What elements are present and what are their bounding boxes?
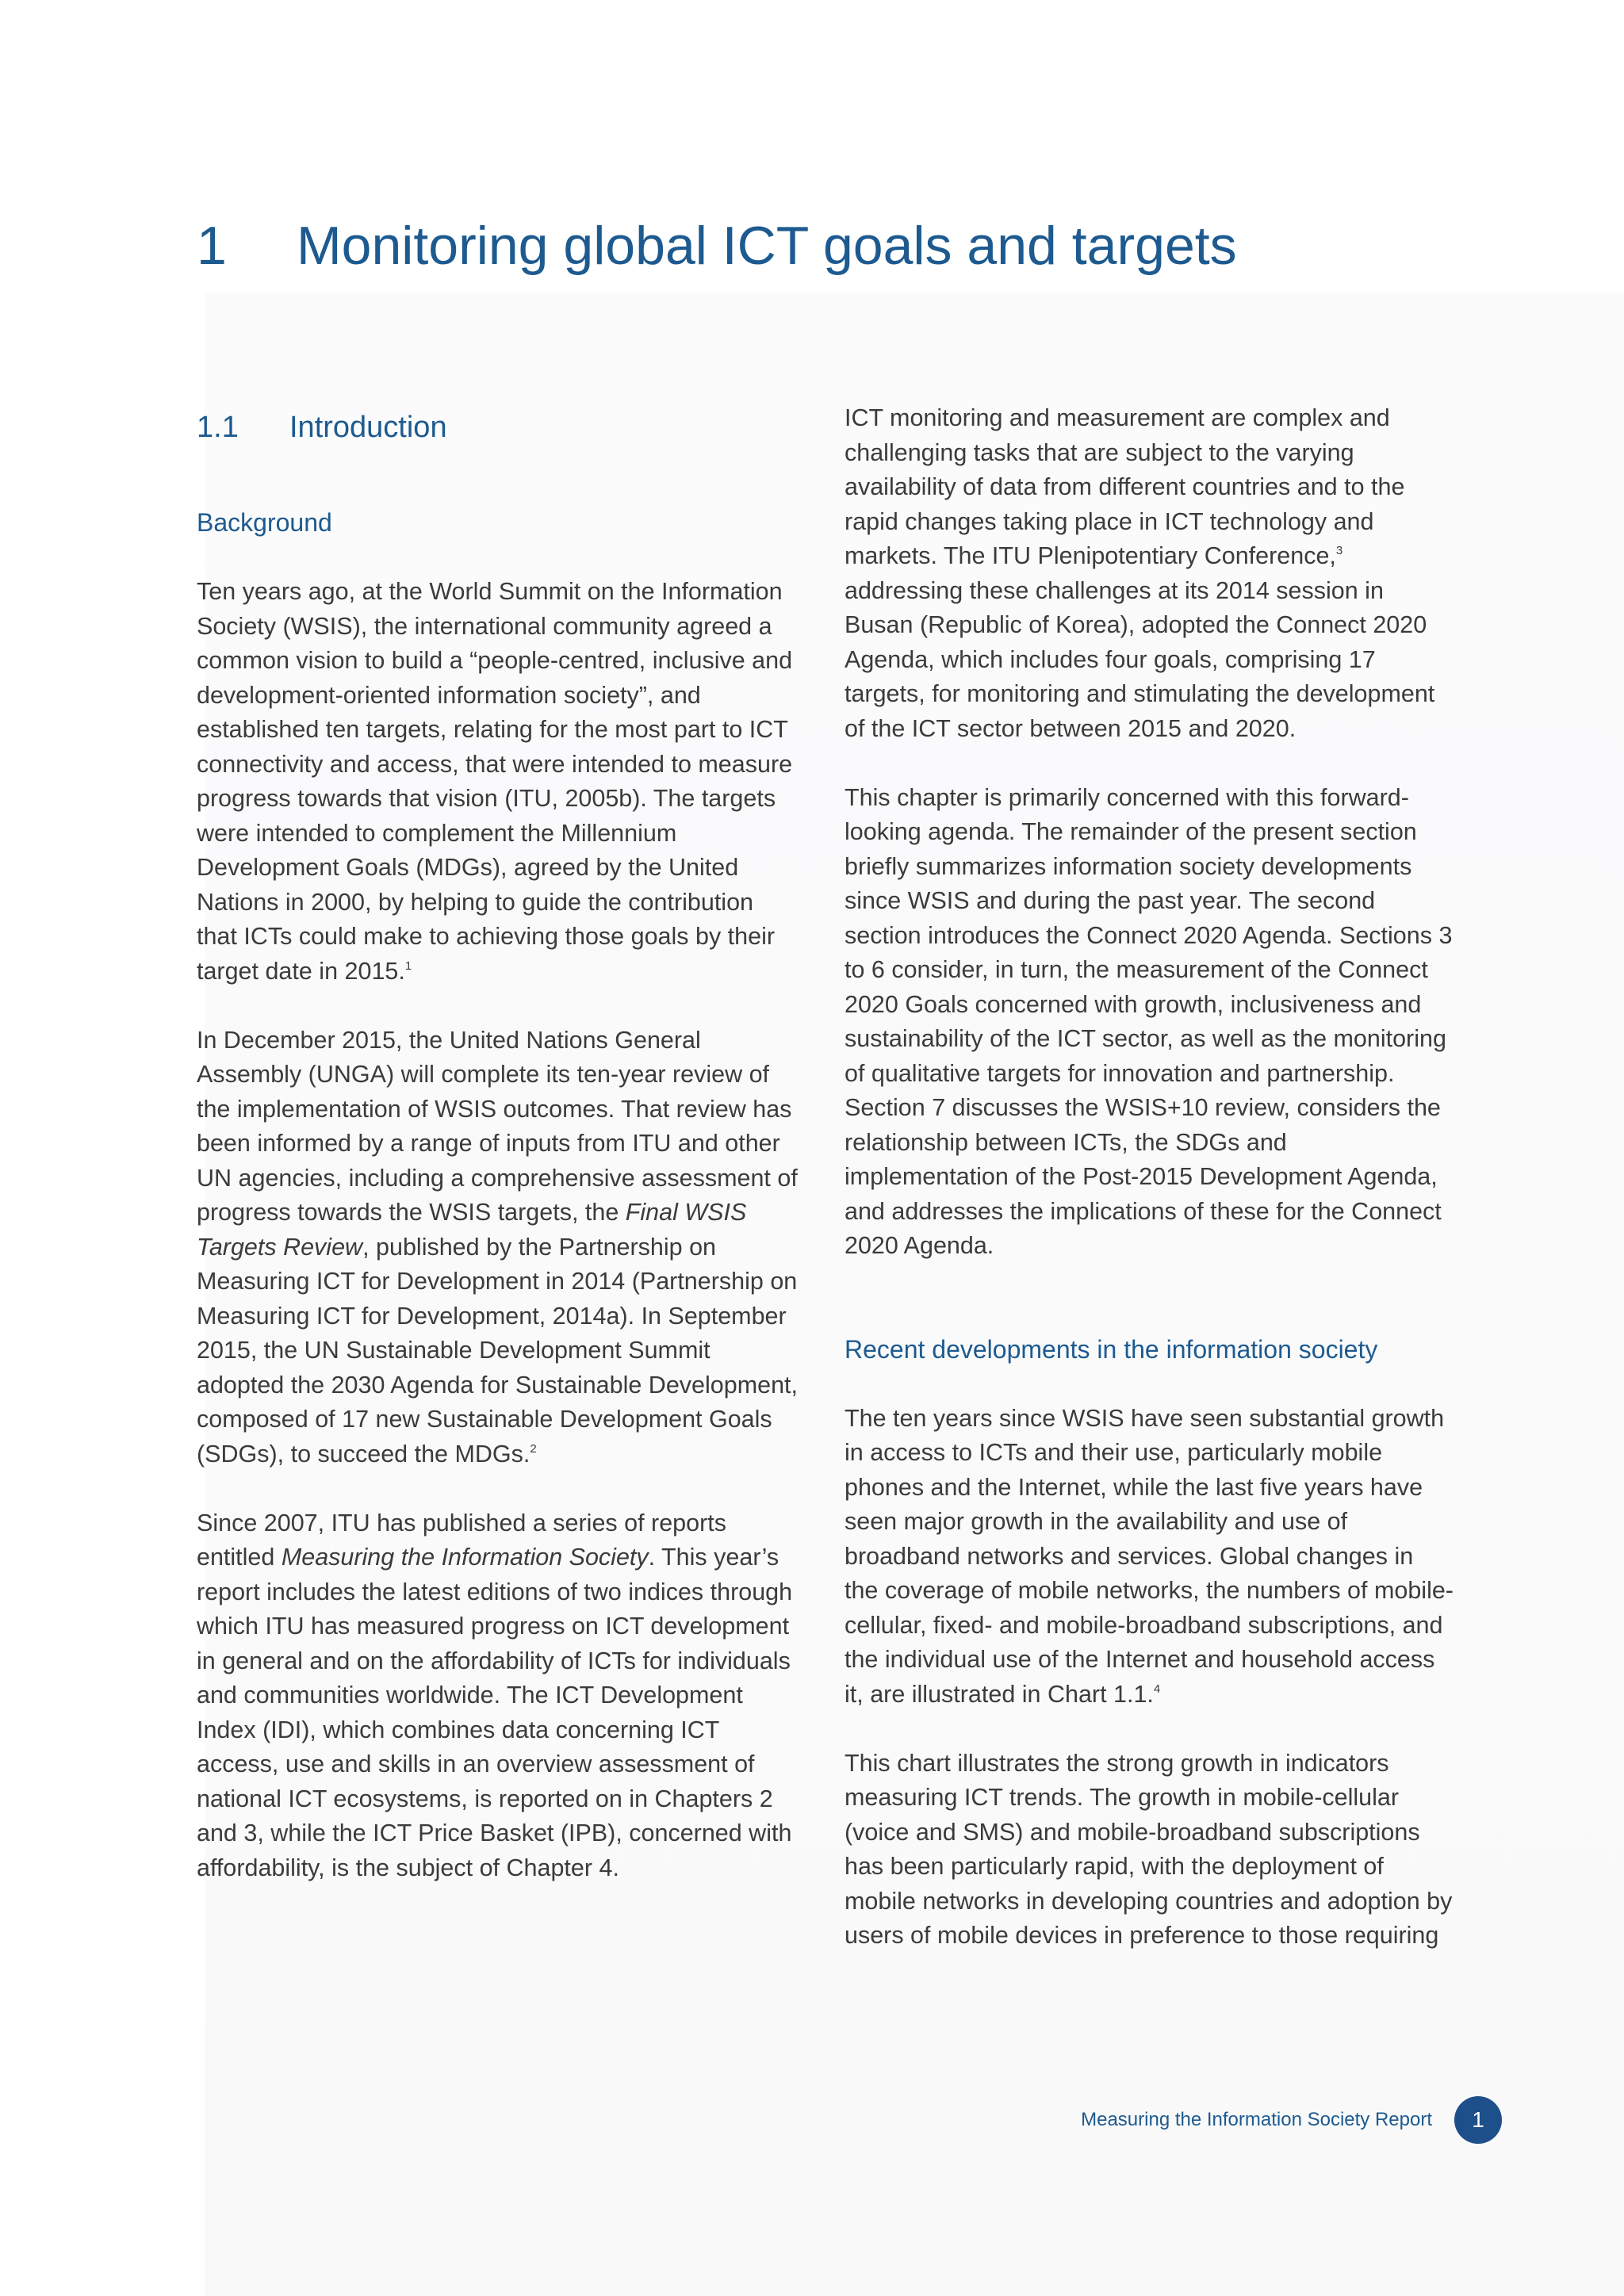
paragraph-text: The ten years since WSIS have seen substantial growth in access to ICTs and their use, particularly mobile phones and the Internet, while the last five years have seen major growth in the availability and use of broadband networks and services. Global changes in the coverage of mobile networks, the numbers of mobile-cellular, fixed- and mobile-broadband subscriptions, and the individual use of the Internet and household access it, are illustrated in Chart 1.1. [845,1404,1454,1708]
recent-developments-heading: Recent developments in the information society [845,1334,1378,1364]
publication-title: Measuring the Information Society [281,1544,649,1571]
paragraph [197,575,799,989]
paragraph [845,781,1454,1264]
footnote-ref[interactable]: 1 [404,959,412,973]
paragraph-text: . This year’s report includes the latest editions of two indices through which ITU has measured progress on ICT development in general and on the affordability of ICTs for individuals and communities worldwide. The ICT Development Index (IDI), which combines data concerning ICT access, use and skills in an overview assessment of national ICT ecosystems, is reported on in Chapters 2 and 3, while the ICT Price Basket (IPB), concerned with affordability, is the subject of Chapter 4. [197,1544,793,1881]
page-number-badge: 1 [1454,2096,1502,2144]
paragraph-text: ICT monitoring and measurement are complex and challenging tasks that are subject to the varying availability of data from different countries and to the rapid changes taking place in ICT technology and markets. The ITU Plenipotentiary Conference, [845,404,1405,569]
footer-report-title: Measuring the Information Society Report [1081,2109,1432,2130]
section-title: Introduction [289,411,447,444]
footnote-ref[interactable]: 3 [1335,544,1343,557]
paragraph-text: This chart illustrates the strong growth in indicators measuring ICT trends. The growth in mobile-cellular (voice and SMS) and mobile-broadband subscriptions has been particularly rapid, with the deployment of mobile networks in developing countries and adoption by users of mobile devices in preference to those requiring [845,1749,1453,1949]
paragraph-text: addressing these challenges at its 2014 session in Busan (Republic of Korea), adopted the Connect 2020 Agenda, which includes four goals, comprising 17 targets, for monitoring and stimulating the development of the ICT sector between 2015 and 2020. [845,576,1435,742]
paragraph-text: Since 2007, ITU has published a series of reports entitled [197,1509,726,1571]
paragraph-text: This chapter is primarily concerned with this forward-looking agenda. The remainder of the present section briefly summarizes information society developments since WSIS and during the past year. The second section introduces the Connect 2020 Agenda. Sections 3 to 6 consider, in turn, the measurement of the Connect 2020 Goals concerned with growth, inclusiveness and sustainability of the ICT sector, as well as the monitoring of qualitative targets for innovation and partnership. Section 7 discusses the WSIS+10 review, considers the relationship between ICTs, the SDGs and implementation of the Post-2015 Development Agenda, and addresses the implications of these for the Connect 2020 Agenda. [845,783,1453,1259]
paragraph [845,401,1454,746]
background-heading: Background [197,508,332,537]
paragraph-text: In December 2015, the United Nations General Assembly (UNGA) will complete its ten-year review of the implementation of WSIS outcomes. That review has been informed by a range of inputs from ITU and other UN agencies, including a comprehensive assessment of progress towards the WSIS targets, the [197,1026,798,1226]
chapter-title [197,216,1237,276]
right-column [845,401,1454,1954]
paragraph [845,1402,1454,1712]
section-heading [197,401,799,453]
left-column [197,401,799,1885]
chapter-number: 1 [197,216,227,276]
page-footer [1081,2096,1502,2144]
publication-title: Final WSIS Targets Review [197,1199,747,1261]
paragraph-text: Ten years ago, at the World Summit on the Information Society (WSIS), the international community agreed a common vision to build a “people-centred, inclusive and development-oriented information society”, and established ten targets, relating for the most part to ICT connectivity and access, that were intended to measure progress towards that vision (ITU, 2005b). The targets were intended to complement the Millennium Development Goals (MDGs), agreed by the United Nations in 2000, by helping to guide the contribution that ICTs could make to achieving those goals by their target date in 2015. [197,578,793,985]
section-number: 1.1 [197,411,239,444]
paragraph [197,1506,799,1886]
footnote-ref[interactable]: 2 [530,1441,537,1456]
footnote-ref[interactable]: 4 [1153,1682,1161,1696]
paragraph [845,1747,1454,1954]
paragraph-text: , published by the Partnership on Measuring ICT for Development in 2014 (Partnership on Measuring ICT for Development, 2014a). In September 2015, the UN Sustainable Development Summit adopted the 2030 Agenda for Sustainable Development, composed of 17 new Sustainable Development Goals (SDGs), to succeed the MDGs. [197,1233,798,1468]
paragraph [197,1024,799,1472]
chapter-title-text: Monitoring global ICT goals and targets [297,216,1237,276]
